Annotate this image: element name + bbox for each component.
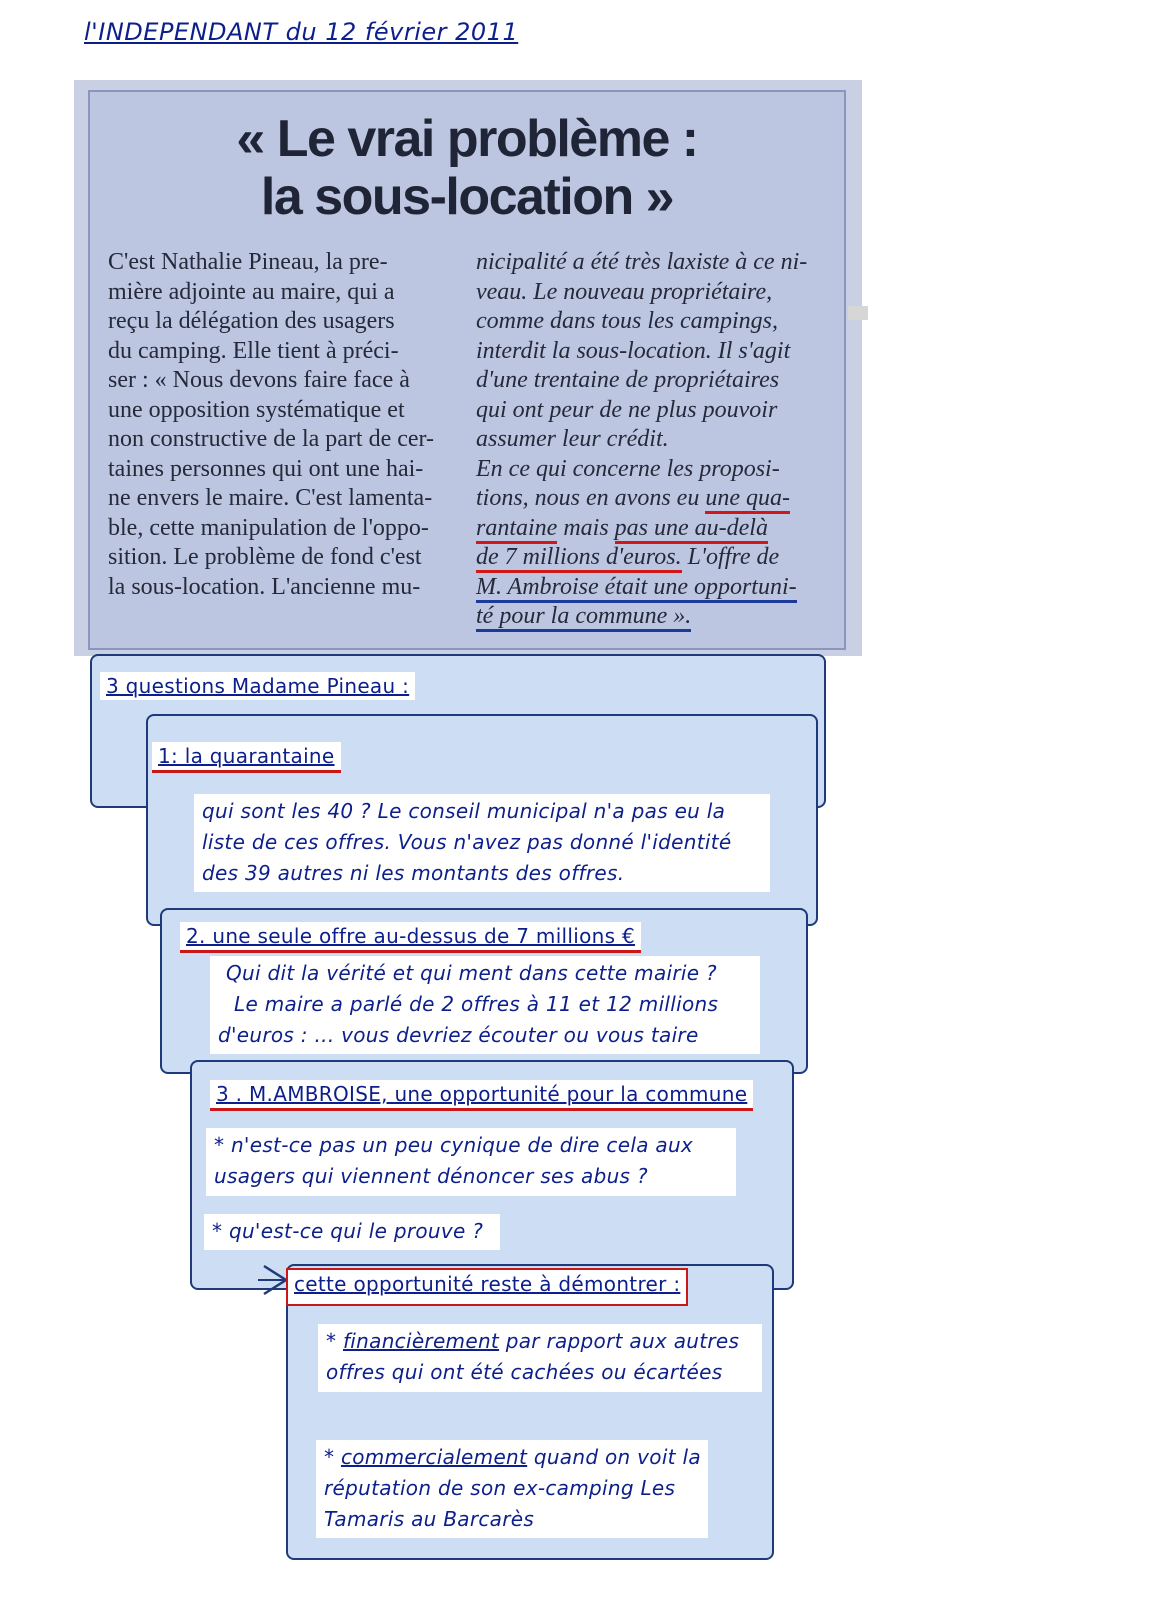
text-fragment: par rapport aux autres: [499, 1329, 740, 1353]
article-line: assumer leur crédit.: [476, 426, 669, 452]
article-line: taines personnes qui ont une hai-: [108, 455, 424, 482]
article-line: ser : « Nous devons faire face à: [108, 367, 410, 393]
underlined-7-millions: de 7 millions d'euros.: [476, 544, 682, 573]
article-line: la sous-location. L'ancienne mu-: [108, 573, 421, 600]
underlined-quarantaine: une qua-: [705, 485, 790, 514]
article-line: [476, 602, 816, 632]
article-line: ne envers le maire. C'est lamenta-: [108, 485, 433, 511]
questions-title: 3 questions Madame Pineau :: [100, 672, 415, 700]
clipping-headline: [90, 110, 844, 226]
keyword-financierement: financièrement: [342, 1329, 500, 1353]
article-line: ble, cette manipulation de l'oppo-: [108, 514, 429, 541]
text-line: [326, 1326, 754, 1357]
article-line: qui ont peur de ne plus pouvoir: [476, 396, 778, 423]
underlined-quarantaine-2: rantaine: [476, 515, 557, 544]
article-text: mais: [557, 514, 615, 541]
underlined-opportunite: té pour la commune ».: [476, 603, 691, 632]
underlined-au-dela: pas une au-delà: [615, 515, 768, 544]
clipping-frame: [88, 90, 846, 650]
article-line: nicipalité a été très laxiste à ce ni-: [476, 249, 808, 275]
text-line: [324, 1442, 700, 1473]
article-line: veau. Le nouveau propriétaire,: [476, 278, 773, 305]
text-line: * n'est-ce pas un peu cynique de dire cela aux: [214, 1133, 694, 1157]
article-line: reçu la délégation des usagers: [108, 308, 395, 334]
source-title: l'INDEPENDANT du 12 février 2011: [84, 18, 519, 46]
article-line: mière adjointe au maire, qui a: [108, 278, 395, 305]
question-1-text: [194, 794, 770, 892]
question-2-title: 2. une seule offre au-dessus de 7 millions €: [180, 922, 641, 953]
article-line: [476, 484, 816, 514]
article-line: [476, 514, 816, 544]
question-1-title: 1: la quarantaine: [152, 742, 341, 773]
question-3-text-b: * qu'est-ce qui le prouve ?: [204, 1214, 500, 1250]
headline-line-2: la sous-location »: [260, 168, 674, 226]
article-line: une opposition systématique et: [108, 396, 405, 423]
text-line: réputation de son ex-camping Les: [324, 1476, 676, 1500]
headline-line-1: « Le vrai problème :: [236, 110, 698, 168]
article-line: interdit la sous-location. Il s'agit: [476, 337, 791, 364]
article-line: du camping. Elle tient à préci-: [108, 337, 399, 364]
article-line: [476, 573, 816, 603]
text-line: des 39 autres ni les montants des offres.: [202, 861, 625, 885]
article-text: L'offre de: [681, 544, 780, 570]
article-line: [476, 543, 816, 573]
article-line: En ce qui concerne les proposi-: [476, 455, 780, 482]
text-line: Le maire a parlé de 2 offres à 11 et 12 millions: [234, 992, 719, 1016]
article-line: sition. Le problème de fond c'est: [108, 544, 422, 570]
text-fragment: quand on voit la: [527, 1445, 701, 1469]
arrow-right-icon: [256, 1262, 290, 1298]
article-line: non constructive de la part de cer-: [108, 426, 435, 452]
article-line: d'une trentaine de propriétaires: [476, 367, 780, 393]
article-left-column: [108, 248, 448, 602]
question-3-text-a: [206, 1128, 736, 1196]
underlined-ambroise: M. Ambroise était une opportuni-: [476, 574, 797, 603]
article-right-column: [476, 248, 816, 632]
text-line: liste de ces offres. Vous n'avez pas donné l'identité: [202, 830, 732, 854]
conclusion-title: cette opportunité reste à démontrer :: [286, 1268, 688, 1306]
text-line: Qui dit la vérité et qui ment dans cette mairie ?: [226, 961, 717, 985]
article-line: comme dans tous les campings,: [476, 308, 778, 334]
conclusion-item-1: [318, 1324, 762, 1392]
question-2-text: [210, 956, 760, 1054]
text-line: qui sont les 40 ? Le conseil municipal n'a pas eu la: [202, 799, 726, 823]
article-text: tions, nous en avons eu: [476, 485, 706, 511]
keyword-commercialement: commercialement: [340, 1445, 528, 1469]
question-3-title: 3 . M.AMBROISE, une opportunité pour la commune: [210, 1080, 753, 1111]
text-line: offres qui ont été cachées ou écartées: [326, 1360, 723, 1384]
bullet-star: *: [324, 1445, 341, 1469]
bullet-star: *: [326, 1329, 343, 1353]
conclusion-item-2: [316, 1440, 708, 1538]
text-line: usagers qui viennent dénoncer ses abus ?: [214, 1164, 648, 1188]
text-line: d'euros : ... vous devriez écouter ou vous taire: [218, 1023, 699, 1047]
newspaper-clipping: [74, 80, 862, 656]
scan-artifact: [848, 306, 868, 320]
text-line: Tamaris au Barcarès: [324, 1507, 535, 1531]
article-line: C'est Nathalie Pineau, la pre-: [108, 249, 388, 275]
